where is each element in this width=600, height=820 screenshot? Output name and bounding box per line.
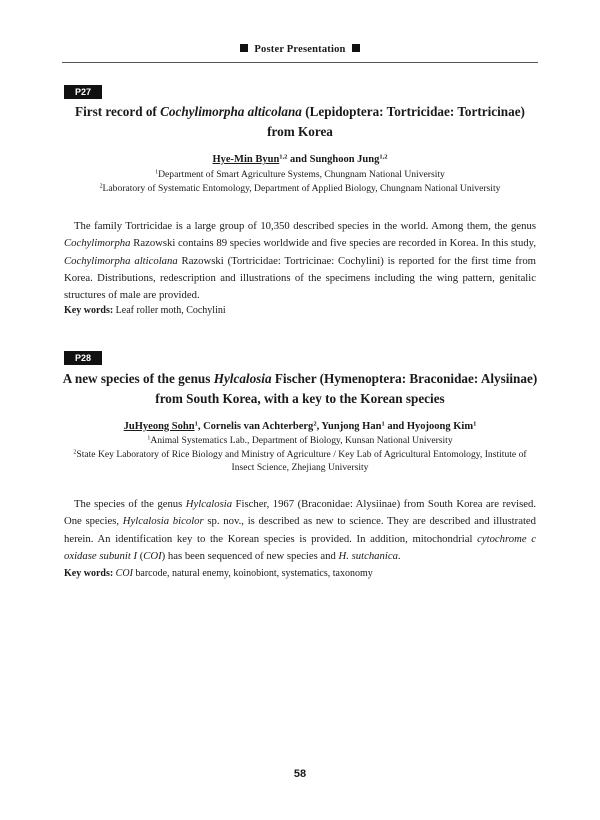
p28-keywords-text: barcode, natural enemy, koinobiont, systematics, taxonomy [132, 568, 373, 579]
p27-keywords [64, 304, 536, 318]
p28-keywords-italic: COI [113, 568, 133, 579]
p27-aff-sup: 2 [99, 183, 103, 190]
p28-title-genus: Hylcalosia [213, 371, 272, 386]
poster-tag-p28: P28 [64, 351, 102, 365]
p28-author-sup: 2 [313, 420, 317, 428]
p28-affiliations [62, 434, 538, 475]
p28-abstract-text: The species of the genus [74, 498, 186, 510]
p27-title-text: First record of [75, 104, 161, 119]
p27-abstract-text: Razowski (Tortricidae: Tortricinae: Cochylini) is reported for the first time from Korea. Distributions, redescription and illustrations of the specimens including the wing pattern, genitalic structures of male are provided. [64, 254, 537, 302]
p27-title [60, 102, 540, 142]
p28-keywords [64, 567, 536, 581]
p28-author-presenter: JuHyeong Sohn [123, 421, 195, 432]
p28-abstract-italic: cytochrome c oxidase subunit I [64, 532, 537, 562]
running-header [64, 44, 536, 55]
p28-title-line2: from South Korea, with a key to the Korean species [155, 391, 445, 406]
p27-title-line2: from Korea [267, 124, 333, 139]
p28-affiliation-2: State Key Laboratory of Rice Biology and Ministry of Agriculture / Key Lab of Agricultural Entomology, Institute of Insect Science, Zhejiang University [76, 448, 527, 473]
p28-author: and Hyojoong Kim [384, 421, 474, 432]
p28-abstract-text: Fischer, 1967 (Braconidae: Alysiinae) from South Korea are revised. One species, [64, 498, 536, 528]
square-bullet-icon [352, 44, 360, 52]
header-label: Poster Presentation [254, 44, 346, 55]
p27-affiliations [60, 168, 540, 195]
p28-abstract-italic: H. sutchanica [338, 549, 398, 562]
p27-keywords-label: Key words: [64, 305, 114, 316]
poster-tag-p27: P27 [64, 85, 102, 99]
p28-author-sup: 1 [194, 420, 198, 428]
p28-title-text: A new species of the genus [62, 371, 214, 386]
p27-author-presenter: Hye-Min Byun [212, 154, 280, 165]
p28-abstract-italic: Hylcalosia [185, 498, 233, 510]
p28-author: , Yunjong Han [316, 421, 382, 432]
p28-abstract-text: ( [137, 549, 144, 562]
p28-abstract-text: ) has been sequenced of new species and [161, 549, 339, 562]
p28-abstract-italic: COI [143, 549, 162, 562]
p28-author-sup: 1 [381, 420, 385, 428]
p28-abstract-text: . [397, 549, 401, 562]
p27-abstract-italic: Cochylimorpha alticolana [64, 254, 178, 267]
p27-title-text: (Lepidoptera: Tortricidae: Tortricinae) [301, 104, 525, 119]
square-bullet-icon [240, 44, 248, 52]
p28-title [60, 369, 540, 409]
header-rule [62, 62, 538, 63]
p28-abstract-italic: Hylcalosia bicolor [122, 515, 204, 528]
p27-affiliation-1: Department of Smart Agriculture Systems, Chungnam National University [158, 169, 445, 180]
p27-author: Sunghoon Jung [309, 154, 380, 165]
p28-author: , Cornelis van Achterberg [197, 421, 314, 432]
p28-abstract-text: sp. nov., is described as new to science. They are described and illustrated herein. An identification key to the Korean species is provided. In addition, mitochondrial [64, 515, 536, 545]
p27-abstract-text: The family Tortricidae is a large group of 10,350 described species in the world. Among them, the genus [74, 220, 536, 232]
p27-abstract-italic: Cochylimorpha [64, 237, 131, 250]
p27-author-sup: 1,2 [379, 153, 388, 161]
p27-author-sup: 1,2 [279, 153, 288, 161]
p27-authors [60, 153, 540, 167]
p27-title-species: Cochylimorpha alticolana [160, 104, 302, 119]
p28-affiliation-1: Animal Systematics Lab., Department of Biology, Kunsan National University [150, 435, 453, 446]
p27-abstract [64, 218, 536, 304]
p27-abstract-text: Razowski contains 89 species worldwide and five species are recorded in Korea. In this study, [130, 237, 536, 250]
p28-authors [60, 420, 540, 434]
p28-aff-sup: 2 [73, 449, 77, 456]
p28-keywords-label: Key words: [64, 568, 114, 579]
page-number: 58 [293, 768, 307, 780]
p28-title-text: Fischer (Hymenoptera: Braconidae: Alysiinae) [271, 371, 538, 386]
p27-author-sep: and [287, 154, 310, 165]
p28-author-sup: 1 [473, 420, 477, 428]
p27-aff-sup: 1 [155, 169, 159, 176]
p27-affiliation-2: Laboratory of Systematic Entomology, Department of Applied Biology, Chungnam National University [102, 182, 501, 194]
p28-abstract [64, 496, 536, 565]
p28-aff-sup: 1 [147, 435, 151, 442]
p27-keywords-text: Leaf roller moth, Cochylini [113, 305, 226, 316]
